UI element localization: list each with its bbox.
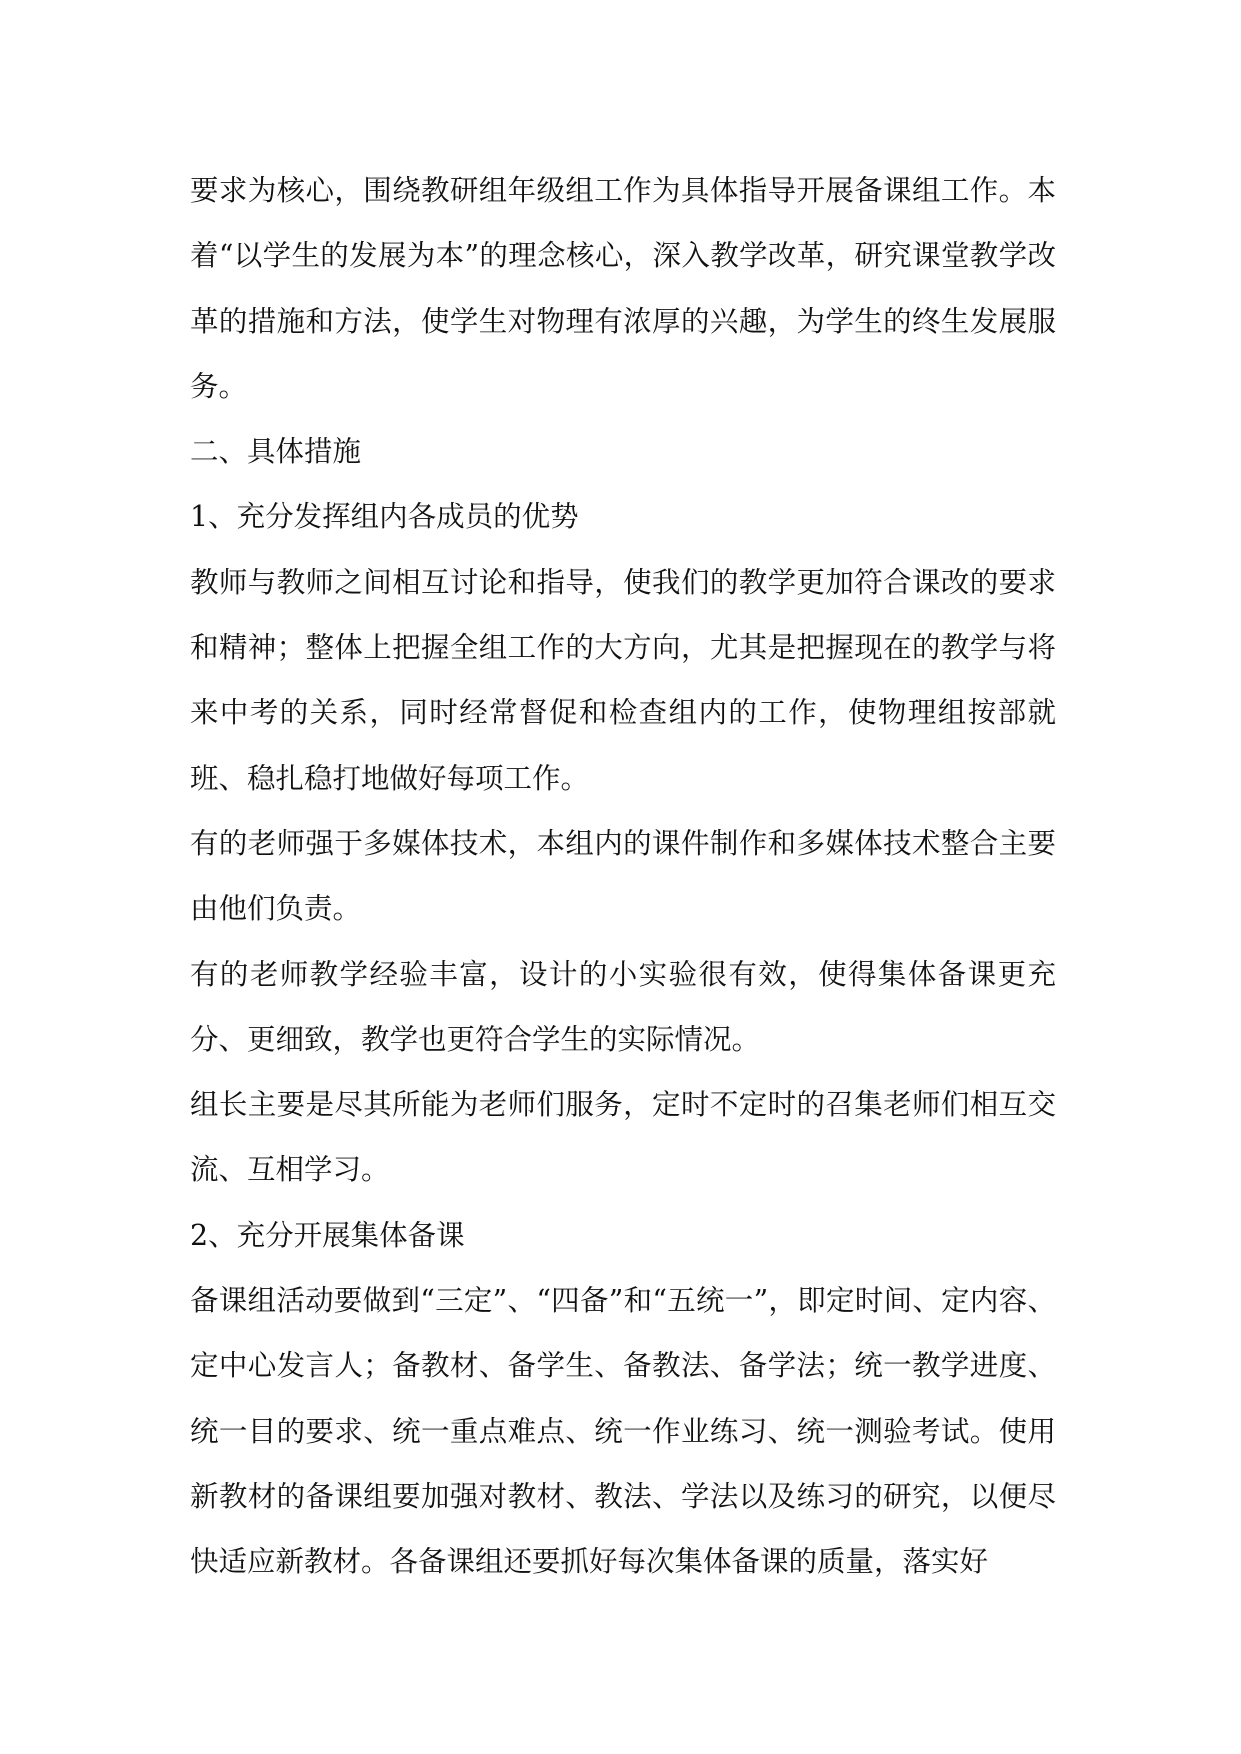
paragraph-prep-activities: 备课组活动要做到“三定”、“四备”和“五统一”，即定时间、定内容、定中心发言人；备教材、备学生、备教法、备学法；统一教学进度、统一目的要求、统一重点难点、统一作业练习、统一测验考试。使用新教材的备课组要加强对教材、教法、学法以及练习的研究，以便尽快适应新教材。各备课组还要抓好每次集体备课的质量，落实好 [190, 1284, 1056, 1579]
paragraph-intro: 要求为核心，围绕教研组年级组工作为具体指导开展备课组工作。本着“以学生的发展为本”的理念核心，深入教学改革，研究课堂教学改革的措施和方法，使学生对物理有浓厚的兴趣，为学生的终生发展服务。 [190, 174, 1056, 403]
paragraph-teacher-discussion: 教师与教师之间相互讨论和指导，使我们的教学更加符合课改的要求和精神；整体上把握全组工作的大方向，尤其是把握现在的教学与将来中考的关系，同时经常督促和检查组内的工作，使物理组按部就班、稳扎稳打地做好每项工作。 [190, 565, 1056, 795]
section-heading-measures: 二、具体措施 [190, 435, 362, 469]
paragraph-multimedia: 有的老师强于多媒体技术，本组内的课件制作和多媒体技术整合主要由他们负责。 [190, 826, 1056, 926]
document-body [190, 158, 1056, 1595]
paragraph-experience: 有的老师教学经验丰富，设计的小实验很有效，使得集体备课更充分、更细致，教学也更符合学生的实际情况。 [190, 957, 1056, 1056]
paragraph-group-leader: 组长主要是尽其所能为老师们服务，定时不定时的召集老师们相互交流、互相学习。 [190, 1088, 1056, 1187]
subheading-member-strengths: 1、充分发挥组内各成员的优势 [190, 500, 579, 534]
subheading-collective-prep: 2、充分开展集体备课 [190, 1218, 465, 1252]
